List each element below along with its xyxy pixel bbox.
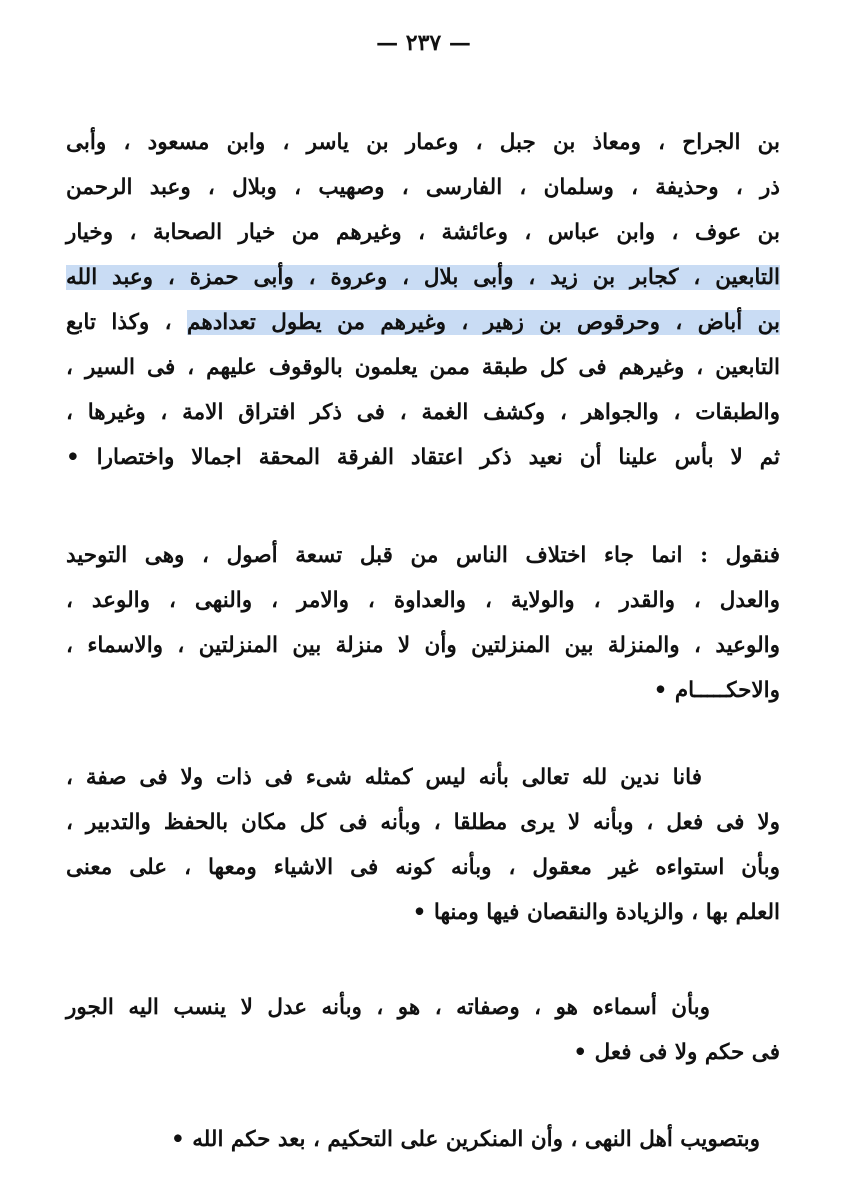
text-line: بن عوف ، وابن عباس ، وعائشة ، وغيرهم من خيار الصحابة ، وخيار: [66, 220, 780, 245]
paragraph-gap: [66, 1075, 780, 1117]
text-line: ولا فى فعل ، وبأنه لا يرى مطلقا ، وبأنه فى كل مكان بالحفظ والتدبير ،: [66, 810, 780, 835]
text-line: والعدل ، والقدر ، والولاية ، والعداوة ، والامر ، والنهى ، والوعد ،: [66, 588, 780, 613]
paragraph-1: [66, 120, 780, 480]
text-line: وبتصويب أهل النهى ، وأن المنكرين على التحكيم ، بعد حكم الله •: [171, 1127, 760, 1152]
body-text: [66, 120, 780, 1162]
text-line: والوعيد ، والمنزلة بين المنزلتين وأن لا منزلة بين المنزلتين ، والاسماء ،: [66, 633, 780, 658]
text-line-remainder: ، وكذا تابع: [66, 310, 188, 335]
text-line: [66, 300, 780, 345]
paragraph-5: [66, 1117, 780, 1162]
text-line: فانا ندين لله تعالى بأنه ليس كمثله شىء فى ذات ولا فى صفة ،: [66, 765, 702, 790]
paragraph-4: [66, 985, 780, 1075]
text-line: ثم لا بأس علينا أن نعيد ذكر اعتقاد الفرقة المحقة اجمالا واختصارا •: [66, 445, 780, 470]
text-line: والاحكـــــام •: [653, 678, 780, 703]
text-line: فى حكم ولا فى فعل •: [573, 1040, 780, 1065]
selection-highlight: التابعين ، كجابر بن زيد ، وأبى بلال ، وعروة ، وأبى حمزة ، وعبد الله: [66, 265, 780, 290]
text-line: بن الجراح ، ومعاذ بن جبل ، وعمار بن ياسر ، وابن مسعود ، وأبى: [66, 130, 780, 155]
paragraph-gap: [66, 480, 780, 533]
paragraph-gap: [66, 935, 780, 985]
text-line: التابعين ، وغيرهم فى كل طبقة ممن يعلمون بالوقوف عليهم ، فى السير ،: [66, 355, 780, 380]
text-line: والطبقات ، والجواهر ، وكشف الغمة ، فى ذكر افتراق الامة ، وغيرها ،: [66, 400, 780, 425]
text-line: فنقول : انما جاء اختلاف الناس من قبل تسعة أصول ، وهى التوحيد: [66, 543, 780, 568]
selection-highlight: بن أباض ، وحرقوص بن زهير ، وغيرهم من يطول تعدادهم: [187, 310, 781, 335]
text-line: ذر ، وحذيفة ، وسلمان ، الفارسى ، وصهيب ، وبلال ، وعبد الرحمن: [66, 175, 780, 200]
paragraph-3: [66, 755, 780, 935]
page-number: — ٢٣٧ —: [376, 30, 471, 56]
text-line: وبأن أسماءه هو ، وصفاته ، هو ، وبأنه عدل لا ينسب اليه الجور: [66, 995, 710, 1020]
paragraph-gap: [66, 713, 780, 755]
text-line: العلم بها ، والزيادة والنقصان فيها ومنها •: [412, 900, 780, 925]
text-line-highlighted: [66, 255, 780, 300]
text-line: وبأن استواءه غير معقول ، وبأنه كونه فى الاشياء ومعها ، على معنى: [66, 855, 780, 880]
paragraph-2: [66, 533, 780, 713]
